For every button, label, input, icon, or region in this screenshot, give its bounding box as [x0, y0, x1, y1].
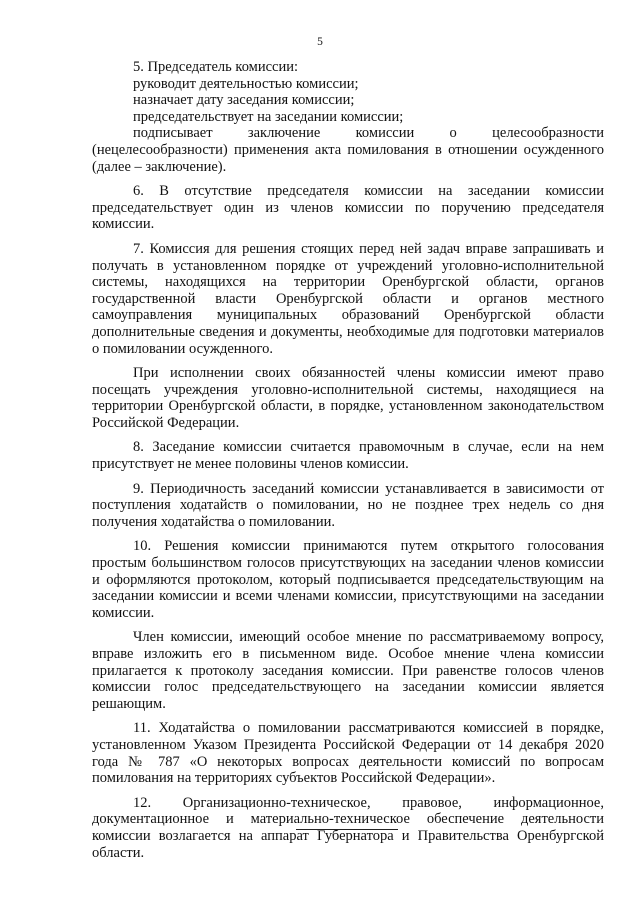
paragraph-11: 11. Ходатайства о помиловании рассматриваются комиссией в порядке, установленном Указом Президента Российской Федерации от 14 декабря 2020 года № 787 «О некоторых вопросах деятельности комиссий по вопросам помилования на территориях субъектов Российской Федерации».: [92, 720, 604, 787]
paragraph-7: 7. Комиссия для решения стоящих перед ней задач вправе запрашивать и получать в установленном порядке от учреждений уголовно-исполнительной системы, находящихся на территории Оренбургской области, органов государственной власти Оренбургской области и органов местного самоуправления муниципальных образований Оренбургской области дополнительные сведения и документы, необходимые для подготовки материалов о помиловании осужденного.: [92, 240, 604, 357]
paragraph-5-item-4: подписывает заключение комиссии о целесообразности (нецелесообразности) применения акта помилования в отношении осужденного (далее – заключение).: [92, 125, 604, 175]
paragraph-5-item-3: председательствует на заседании комиссии;: [133, 108, 404, 125]
paragraph-10: 10. Решения комиссии принимаются путем открытого голосования простым большинством голосов присутствующих на заседании членов комиссии и оформляются протоколом, который подписывается председательствующим на заседании комиссии и всеми членами комиссии, присутствующими на заседании комиссии.: [92, 538, 604, 621]
paragraph-5-heading: 5. Председатель комиссии:: [133, 59, 299, 75]
paragraph-8: 8. Заседание комиссии считается правомочным в случае, если на нем присутствует не менее половины членов комиссии.: [92, 439, 604, 473]
paragraph-7-continuation: При исполнении своих обязанностей члены комиссии имеют право посещать учреждения уголовно-исполнительной системы, находящиеся на территории Оренбургской области, в порядке, установленном законодательством Российской Федерации.: [92, 365, 604, 431]
document-body: [92, 59, 604, 861]
paragraph-9: 9. Периодичность заседаний комиссии устанавливается в зависимости от поступления ходатайств о помиловании, но не позднее трех недель со дня получения ходатайства о помиловании.: [92, 480, 604, 530]
page-number: 5: [317, 36, 323, 48]
paragraph-10-continuation: Член комиссии, имеющий особое мнение по рассматриваемому вопросу, вправе изложить его в письменном виде. Особое мнение члена комиссии прилагается к протоколу заседания комиссии. При равенстве голосов членов комиссии голос председательствующего на заседании комиссии является решающим.: [92, 629, 604, 712]
paragraph-5-item-2: назначает дату заседания комиссии;: [133, 92, 355, 109]
paragraph-6: 6. В отсутствие председателя комиссии на заседании комиссии председательствует один из членов комиссии по поручению председателя комиссии.: [92, 183, 604, 233]
end-separator-line: [296, 829, 398, 830]
paragraph-5-item-1: руководит деятельностью комиссии;: [133, 75, 359, 92]
paragraph-12: 12. Организационно-техническое, правовое, информационное, документационное и материально-техническое обеспечение деятельности комиссии возлагается на аппарат Губернатора и Правительства Оренбургской области.: [92, 794, 604, 861]
